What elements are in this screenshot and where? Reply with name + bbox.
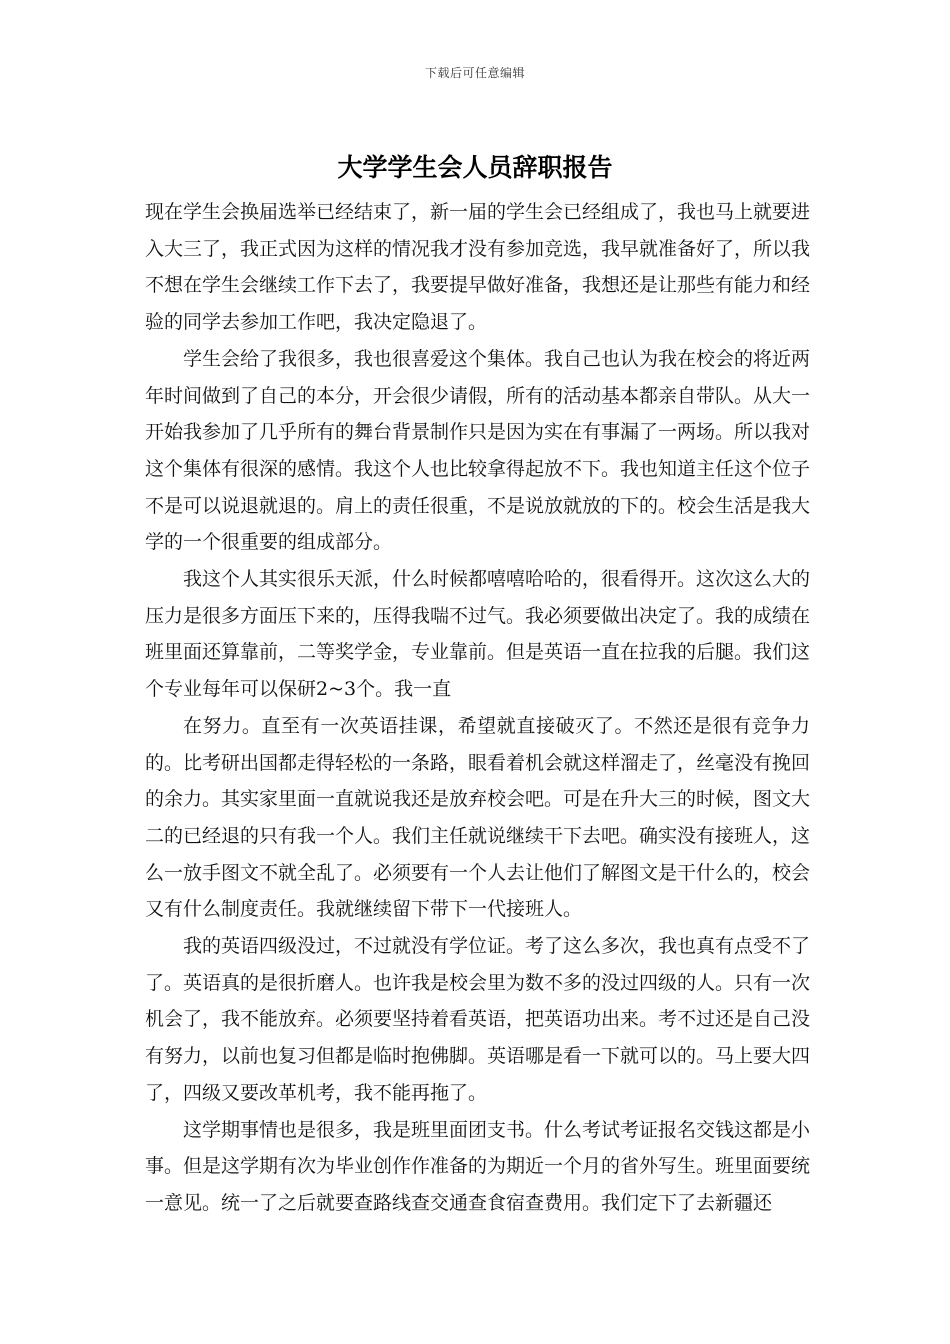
paragraph: 我这个人其实很乐天派，什么时候都嘻嘻哈哈的，很看得开。这次这么大的压力是很多方面压下来的，压得我喘不过气。我必须要做出决定了。我的成绩在班里面还算靠前，二等奖学金，专业靠前。但是英语一直在拉我的后腿。我们这个专业每年可以保研2~3个。我一直 [145,568,811,701]
header-note: 下载后可任意编辑 [424,66,525,80]
paragraph: 这学期事情也是很多，我是班里面团支书。什么考试考证报名交钱这都是小事。但是这学期有次为毕业创作作准备的为期近一个月的省外写生。班里面要统一意见。统一了之后就要查路线查交通查食宿查费用。我们定下了去新疆还 [145,1118,811,1214]
paragraph: 在努力。直至有一次英语挂课，希望就直接破灭了。不然还是很有竞争力的。比考研出国都走得轻松的一条路，眼看着机会就这样溜走了，丝毫没有挽回的余力。其实家里面一直就说我还是放弃校会吧。可是在升大三的时候，图文大二的已经退的只有我一个人。我们主任就说继续干下去吧。确实没有接班人，这么一放手图文不就全乱了。必须要有一个人去让他们了解图文是干什么的，校会又有什么制度责任。我就继续留下带下一代接班人。 [145,714,811,921]
paragraph: 学生会给了我很多，我也很喜爱这个集体。我自己也认为我在校会的将近两年时间做到了自己的本分，开会很少请假，所有的活动基本都亲自带队。从大一开始我参加了几乎所有的舞台背景制作只是因为实在有事漏了一两场。所以我对这个集体有很深的感情。我这个人也比较拿得起放不下。我也知道主任这个位子不是可以说退就退的。肩上的责任很重，不是说放就放的下的。校会生活是我大学的一个很重要的组成部分。 [145,347,811,554]
paragraph: 现在学生会换届选举已经结束了，新一届的学生会已经组成了，我也马上就要进入大三了，我正式因为这样的情况我才没有参加竞选，我早就准备好了，所以我不想在学生会继续工作下去了，我要提早做好准备，我想还是让那些有能力和经验的同学去参加工作吧，我决定隐退了。 [145,201,811,334]
document-body [145,194,810,1222]
paragraph: 我的英语四级没过，不过就没有学位证。考了这么多次，我也真有点受不了了。英语真的是很折磨人。也许我是校会里为数不多的没过四级的人。只有一次机会了，我不能放弃。必须要坚持着看英语，把英语功出来。考不过还是自己没有努力，以前也复习但都是临时抱佛脚。英语哪是看一下就可以的。马上要大四了，四级又要改革机考，我不能再拖了。 [145,935,811,1104]
document-title: 大学学生会人员辞职报告 [337,153,613,182]
